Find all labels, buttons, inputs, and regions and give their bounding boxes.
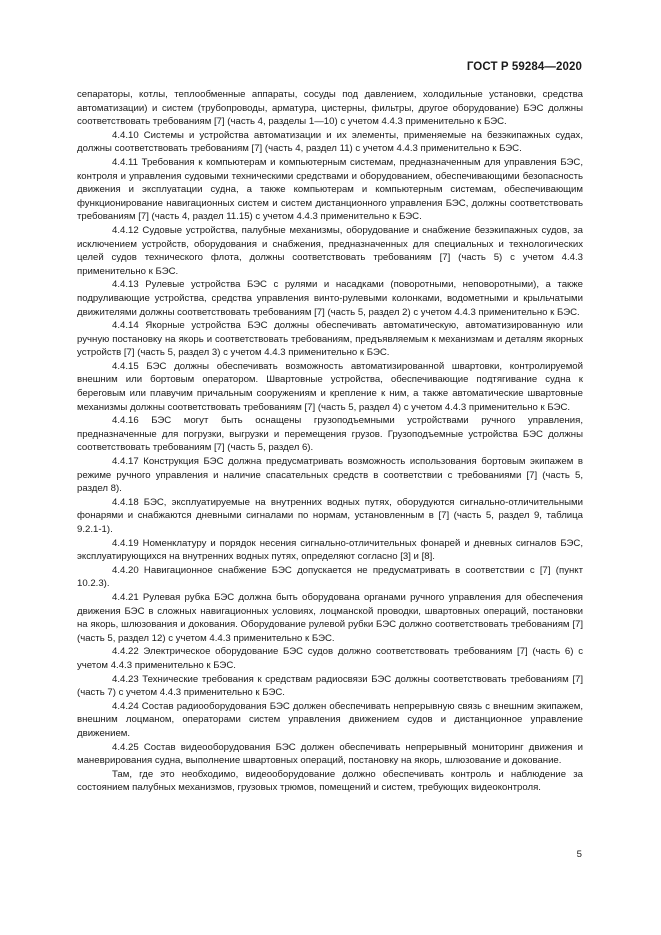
paragraph: 4.4.19 Номенклатуру и порядок несения сигнально-отличительных фонарей и дневных сигналов БЭС, эксплуатирующихся на внутренних водных путях, определяют согласно [3] и [8]. bbox=[77, 537, 583, 563]
paragraph: 4.4.15 БЭС должны обеспечивать возможность автоматизированной швартовки, контролируемой внешним или бортовым оператором. Швартовные устройства, обеспечивающие подтягивание судна к береговым или плавучим причальным сооружениям и крепление к ним, а также автоматические швартовные механизмы должны соответствовать требованиям [7] (часть 5, раздел 4) с учетом 4.4.3 применительно к БЭС. bbox=[77, 360, 583, 413]
paragraph: 4.4.18 БЭС, эксплуатируемые на внутренних водных путях, оборудуются сигнально-отличительными фонарями и снабжаются дневными сигналами по нормам, установленным в [7] (часть 5, раздел 9, таблица 9.2.1-1). bbox=[77, 496, 583, 535]
paragraph: 4.4.24 Состав радиооборудования БЭС должен обеспечивать непрерывную связь с внешним экипажем, внешним лоцманом, операторами систем управления движением судов и дистанционное управление движением. bbox=[77, 700, 583, 739]
paragraph: 4.4.16 БЭС могут быть оснащены грузоподъемными устройствами ручного управления, предназначенные для погрузки, выгрузки и перемещения грузов. Грузоподъемные устройства БЭС должны соответствовать требованиям [7] (часть 5, раздел 6). bbox=[77, 415, 583, 454]
paragraph: 4.4.23 Технические требования к средствам радиосвязи БЭС должны соответствовать требованиям [7] (часть 7) с учетом 4.4.3 применительно к БЭС. bbox=[77, 673, 583, 699]
document-body bbox=[77, 88, 583, 795]
paragraph: 4.4.12 Судовые устройства, палубные механизмы, оборудование и снабжение безэкипажных судов, за исключением устройств, оборудования и снабжения, предназначенных для специальных и технологических целей судов технического флота, должны соответствовать требованиям [7] (часть 5) с учетом 4.4.3 применительно к БЭС. bbox=[77, 224, 583, 277]
paragraph: 4.4.25 Состав видеооборудования БЭС должен обеспечивать непрерывный мониторинг движения и маневрирования судна, выполнение швартовных операций, постановку на якорь, шлюзование и докование. bbox=[77, 741, 583, 767]
paragraph: 4.4.10 Системы и устройства автоматизации и их элементы, применяемые на безэкипажных судах, должны соответствовать требованиям [7] (часть 4, раздел 11) с учетом 4.4.3 применительно к БЭС. bbox=[77, 129, 583, 155]
paragraph: 4.4.22 Электрическое оборудование БЭС судов должно соответствовать требованиям [7] (часть 6) с учетом 4.4.3 применительно к БЭС. bbox=[77, 646, 583, 671]
paragraph: сепараторы, котлы, теплообменные аппараты, сосуды под давлением, холодильные установки, средства автоматизации) и систем (трубопроводы, арматура, цистерны, фильтры, другое оборудование) БЭС должны соответствовать требованиям [7] (часть 4, разделы 1—10) с учетом 4.4.3 применительно к БЭС. bbox=[77, 89, 583, 128]
paragraph: 4.4.14 Якорные устройства БЭС должны обеспечивать автоматическую, автоматизированную или ручную постановку на якорь и соответствовать требованиям, предъявляемым к механизмам и деталям якорных устройств [7] (часть 5, раздел 3) с учетом 4.4.3 применительно к БЭС. bbox=[77, 320, 583, 359]
paragraph: Там, где это необходимо, видеооборудование должно обеспечивать контроль и наблюдение за состоянием палубных механизмов, грузовых трюмов, помещений и систем, требующих видеоконтроля. bbox=[77, 768, 583, 794]
standard-number: ГОСТ Р 59284—2020 bbox=[466, 61, 582, 73]
paragraph: 4.4.11 Требования к компьютерам и компьютерным системам, предназначенным для управления БЭС, контроля и управления судовыми техническими средствами и оборудованием, обеспечивающими безопасность движения и эксплуатации судна, а также компьютерам и компьютерным системам, обеспечивающим функционирование навигационных систем и систем дистанционного управления БЭС, должны соответствовать требованиям [7] (часть 4, раздел 11.15) с учетом 4.4.3 применительно к БЭС. bbox=[77, 156, 583, 223]
paragraph: 4.4.21 Рулевая рубка БЭС должна быть оборудована органами ручного управления для обеспечения движения БЭС в сложных навигационных условиях, лоцманской проводки, швартовных операций, постановки на якорь, шлюзования и докования. Оборудование рулевой рубки БЭС должно соответствовать требованиям [7] (часть 5, раздел 12) с учетом 4.4.3 применительно к БЭС. bbox=[77, 591, 583, 644]
paragraph: 4.4.13 Рулевые устройства БЭС с рулями и насадками (поворотными, неповоротными), а также подруливающие устройства, средства управления винто-рулевыми колонками, водометными и крыльчатыми движителями должны соответствовать требованиям [7] (часть 5, раздел 2) с учетом 4.4.3 применительно к БЭС. bbox=[77, 279, 583, 318]
page-number: 5 bbox=[576, 849, 582, 860]
paragraph: 4.4.17 Конструкция БЭС должна предусматривать возможность использования бортовым экипажем в режиме ручного управления и наличие спасательных средств в соответствии с требованиями [7] (часть 5, раздел 8). bbox=[77, 456, 583, 495]
paragraph: 4.4.20 Навигационное снабжение БЭС допускается не предусматривать в соответствии с [7] (пункт 10.2.3). bbox=[77, 564, 583, 590]
